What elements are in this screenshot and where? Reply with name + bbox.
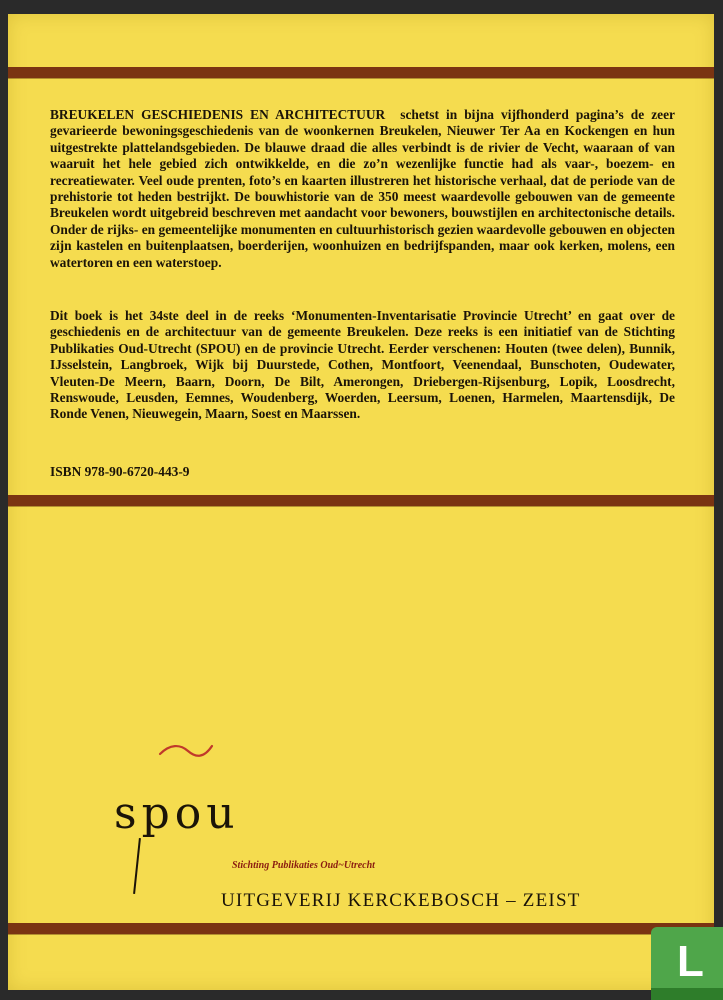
book-title: BREUKELEN GESCHIEDENIS EN ARCHITECTUUR	[50, 107, 386, 122]
book-back-cover	[8, 14, 714, 990]
lastdodo-badge	[651, 927, 723, 1000]
top-band	[8, 67, 714, 78]
isbn-text: ISBN 978-90-6720-443-9	[50, 464, 190, 479]
description-text: schetst in bijna vijfhonderd pagina’s de zeer gevarieerde bewoningsgeschiedenis van de woonkernen Breukelen, Nieuwer Ter Aa en Kockengen en hun uitgestrekte plattelandsgebieden. De blauwe draad die alles verbindt is de rivier de Vecht, waaraan of van waaruit het hele gebied zich ontwikkelde, en die zo’n wezenlijke functie had als vaar-, boezem- en recreatiewater. Veel oude prenten, foto’s en kaarten illustreren het historische verhaal, dat de periode van de prehistorie tot heden bestrijkt. De bouwhistorie van de 350 meest waardevolle gebouwen van de gemeente Breukelen wordt uitgebreid beschreven met aandacht voor bewoners, bouwstijlen en architectonische details. Onder de rijks- en gemeentelijke monumenten en cultuurhistorisch gezien waardevolle gebouwen en objecten zijn kastelen en buitenplaatsen, boerderijen, woonhuizen en bedrijfspanden, maar ook kerken, molens, een watertoren en een waterstoep.	[50, 107, 675, 270]
logo-stroke	[133, 838, 141, 894]
spou-logo	[114, 742, 374, 902]
logo-wordmark: spou	[114, 788, 240, 839]
bottom-band	[8, 923, 714, 934]
tilde-mark-icon	[158, 742, 214, 760]
lastdodo-l-icon: L	[677, 937, 704, 986]
logo-caption: Stichting Publikaties Oud~Utrecht	[232, 860, 375, 871]
description-paragraph	[50, 107, 675, 271]
series-paragraph: Dit boek is het 34ste deel in de reeks ‘Monumenten-Inventarisatie Provincie Utrecht’ en gaat over de geschiedenis en de architectuur van de gemeente Breukelen. Deze reeks is een initiatief van de Stichting Publikaties Oud-Utrecht (SPOU) en de provincie Utrecht. Eerder verschenen: Houten (twee delen), Bunnik, IJsselstein, Langbroek, Wijk bij Duurstede, Cothen, Montfoort, Veenendaal, Bunschoten, Oudewater, Vleuten-De Meern, Baarn, Doorn, De Bilt, Amerongen, Driebergen-Rijsenburg, Lopik, Loosdrecht, Renswoude, Leusden, Eemnes, Woudenberg, Woerden, Leersum, Loenen, Harmelen, Maartensdijk, De Ronde Venen, Nieuwegein, Maarn, Soest en Maarssen.	[50, 308, 675, 422]
middle-band	[8, 495, 714, 506]
badge-stripe	[651, 988, 723, 1000]
publisher-name: UITGEVERIJ KERCKEBOSCH – ZEIST	[221, 890, 581, 911]
